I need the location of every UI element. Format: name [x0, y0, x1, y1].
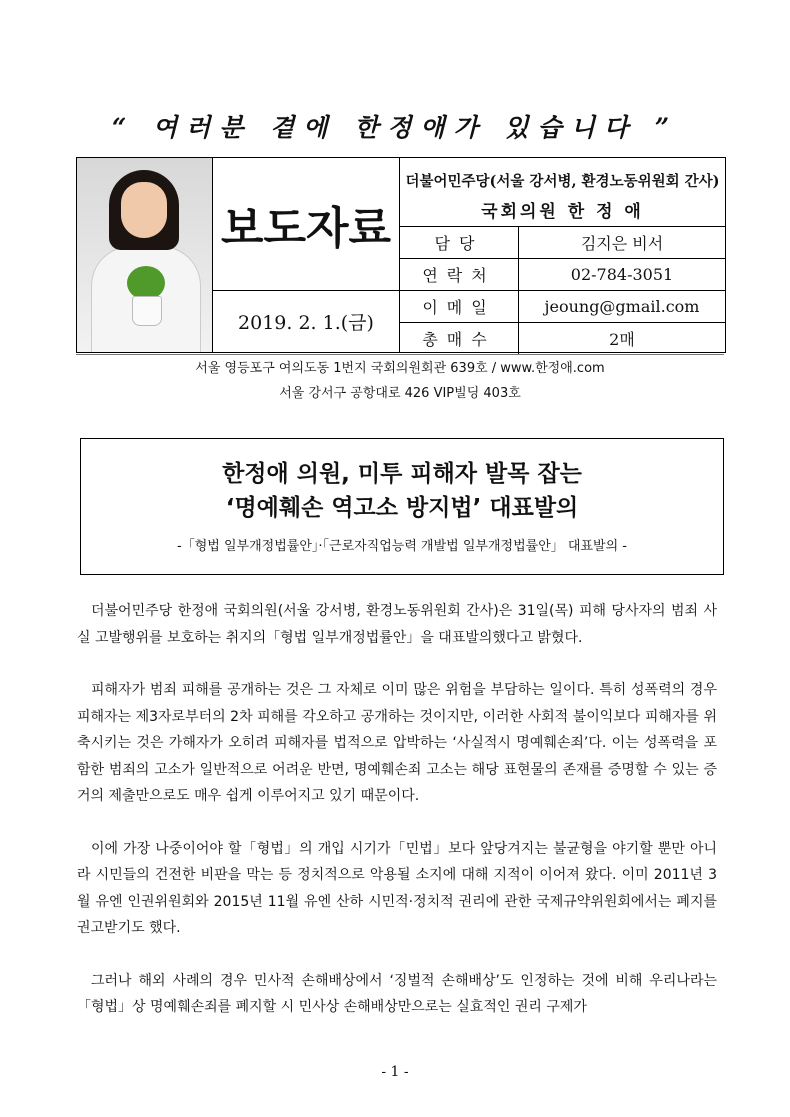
contact-value: 02-784-3051 [570, 265, 674, 284]
contact-row [400, 291, 725, 323]
doc-type-title: 보도자료 [213, 158, 399, 291]
contact-row [400, 227, 725, 259]
contact-row [400, 259, 725, 291]
body-text [77, 598, 717, 1047]
address-line: 서울 영등포구 여의도동 1번지 국회의원회관 639호 / www.한정애.com [195, 361, 605, 376]
contact-value: jeoung@gmail.com [544, 297, 700, 316]
press-release-header [76, 157, 726, 353]
headline-subtitle: -「형법 일부개정법률안」·「근로자직업능력 개발법 일부개정법률안」 대표발의 - [177, 539, 627, 554]
address-line: 서울 강서구 공항대로 426 VIP빌딩 403호 [279, 386, 521, 401]
release-date: 2019. 2. 1.(금) [238, 312, 374, 334]
paragraph: 그러나 해외 사례의 경우 민사적 손해배상에서 ‘징벌적 손해배상’도 인정하는 것에 비해 우리나라는「형법」상 명예훼손죄를 폐지할 시 민사상 손해배상만으로는 실효적인 권리 구제가 [77, 972, 717, 1015]
slogan: “ 여러분 곁에 한정애가 있습니다 ” [111, 113, 679, 142]
lawmaker-photo [77, 158, 213, 352]
paragraph: 피해자가 범죄 피해를 공개하는 것은 그 자체로 이미 많은 위험을 부담하는 일이다. 특히 성폭력의 경우 피해자는 제3자로부터의 2차 피해를 각오하고 공개하는 것이지만, 이러한 사회적 불이익보다 피해자를 위축시키는 것은 가해자가 오히려 피해자를 법적으로 압박하는 ‘사실적시 명예훼손죄’다. 이는 성폭력을 포함한 범죄의 고소가 일반적으로 어려운 반면, 명예훼손죄 고소는 해당 표현물의 존재를 증명할 수 있는 증거의 제출만으로도 매우 쉽게 이루어지고 있기 때문이다. [77, 682, 717, 804]
party-line: 더불어민주당(서울 강서병, 환경노동위원회 간사) [405, 173, 720, 190]
paragraph: 이에 가장 나중이어야 할「형법」의 개입 시기가「민법」보다 앞당겨지는 불균형을 야기할 뿐만 아니라 시민들의 건전한 비판을 막는 등 정치적으로 악용될 소지에 대해 지적이 이어져 왔다. 이미 2011년 3월 유엔 인권위원회와 2015년 11월 유엔 산하 시민적·정치적 권리에 관한 국제규약위원회에서는 폐지를 권고받기도 했다. [77, 840, 717, 936]
member-line: 국회의원 한 정 애 [481, 202, 644, 222]
contact-key: 담당 [400, 227, 519, 258]
headline-line: 한정애 의원, 미투 피해자 발목 잡는 [222, 461, 582, 487]
contact-row [400, 323, 725, 354]
page-number: - 1 - [381, 1064, 409, 1080]
contact-key: 총매수 [400, 323, 519, 354]
contact-key: 연락처 [400, 259, 519, 290]
paragraph: 더불어민주당 한정애 국회의원(서울 강서병, 환경노동위원회 간사)은 31일(목) 피해 당사자의 범죄 사실 고발행위를 보호하는 취지의「형법 일부개정법률안」을 대표발의했다고 밝혔다. [77, 603, 717, 646]
plant-icon [127, 266, 165, 300]
headline-box [80, 438, 724, 575]
contact-key: 이메일 [400, 291, 519, 322]
headline-line: ‘명예훼손 역고소 방지법’ 대표발의 [225, 495, 579, 521]
contact-value: 김지은 비서 [580, 234, 664, 253]
party-info [400, 158, 725, 227]
contact-value: 2매 [609, 330, 635, 349]
